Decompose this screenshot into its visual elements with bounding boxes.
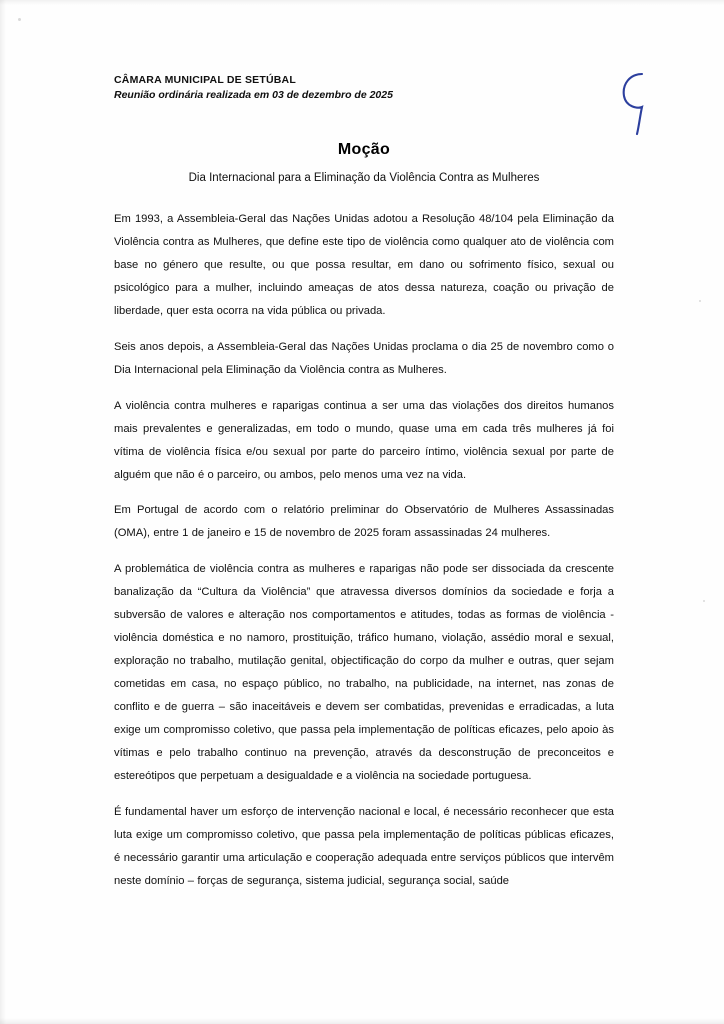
paper-speck <box>703 600 705 602</box>
handwritten-initial-icon <box>612 68 672 138</box>
page-edge-shadow-left <box>0 0 6 1024</box>
paragraph: Em 1993, a Assembleia-Geral das Nações Unidas adotou a Resolução 48/104 pela Eliminação da Violência contra as Mulheres, que define este tipo de violência como qualquer ato de violência com base no género que resulte, ou que possa resultar, em dano ou sofrimento físico, sexual ou psicológico para a mulher, incluindo ameaças de atos dessa natureza, coação ou privação de liberdade, quer esta ocorra na vida pública ou privada. <box>114 213 614 317</box>
document-body <box>114 208 614 893</box>
page-edge-shadow-bottom <box>0 1018 724 1024</box>
paragraph: Em Portugal de acordo com o relatório preliminar do Observatório de Mulheres Assassinadas (OMA), entre 1 de janeiro e 15 de novembro de 2025 foram assassinadas 24 mulheres. <box>114 504 614 540</box>
paragraph: É fundamental haver um esforço de intervenção nacional e local, é necessário reconhecer que esta luta exige um compromisso coletivo, que passa pela implementação de políticas públicas eficazes, é necessário garantir uma articulação e cooperação adequada entre serviços públicos que intervêm neste domínio – forças de segurança, sistema judicial, segurança social, saúde <box>114 805 614 887</box>
meeting-subheader: Reunião ordinária realizada em 03 de dezembro de 2025 <box>114 89 393 101</box>
paragraph: A violência contra mulheres e raparigas continua a ser uma das violações dos direitos humanos mais prevalentes e generalizadas, em todo o mundo, quase uma em cada três mulheres já foi vítima de violência física e/ou sexual por parte do parceiro íntimo, violência sexual por parte de alguém que não é o parceiro, ou ambos, pelo menos uma vez na vida. <box>114 399 614 481</box>
paper-speck <box>699 300 701 302</box>
paragraph: Seis anos depois, a Assembleia-Geral das Nações Unidas proclama o dia 25 de novembro como o Dia Internacional pela Eliminação da Violência contra as Mulheres. <box>114 340 614 376</box>
institution-header: CÂMARA MUNICIPAL DE SETÚBAL <box>114 74 296 86</box>
page-edge-shadow-top <box>0 0 724 5</box>
paper-speck <box>18 18 21 21</box>
page-subtitle: Dia Internacional para a Eliminação da Violência Contra as Mulheres <box>188 172 540 184</box>
paragraph: A problemática de violência contra as mulheres e raparigas não pode ser dissociada da crescente banalização da “Cultura da Violência” que atravessa diversos domínios da sociedade e forja a subversão de valores e alteração nos comportamentos e atitudes, todas as formas de violência - violência doméstica e no namoro, prostituição, tráfico humano, violação, assédio moral e sexual, exploração no trabalho, mutilação genital, objectificação do corpo da mulher e outras, quer sejam cometidas em casa, no espaço público, no trabalho, na publicidade, na internet, nas zonas de conflito e de guerra – são inaceitáveis e devem ser combatidas, prevenidas e erradicadas, a luta exige um compromisso coletivo, que passa pela implementação de políticas eficazes, pelo apoio às vítimas e pelo trabalho continuo na prevenção, através da desconstrução de preconceitos e estereótipos que perpetuam a desigualdade e a violência na sociedade portuguesa. <box>114 563 614 782</box>
page-title: Moção <box>337 141 391 158</box>
document-content <box>114 74 614 893</box>
